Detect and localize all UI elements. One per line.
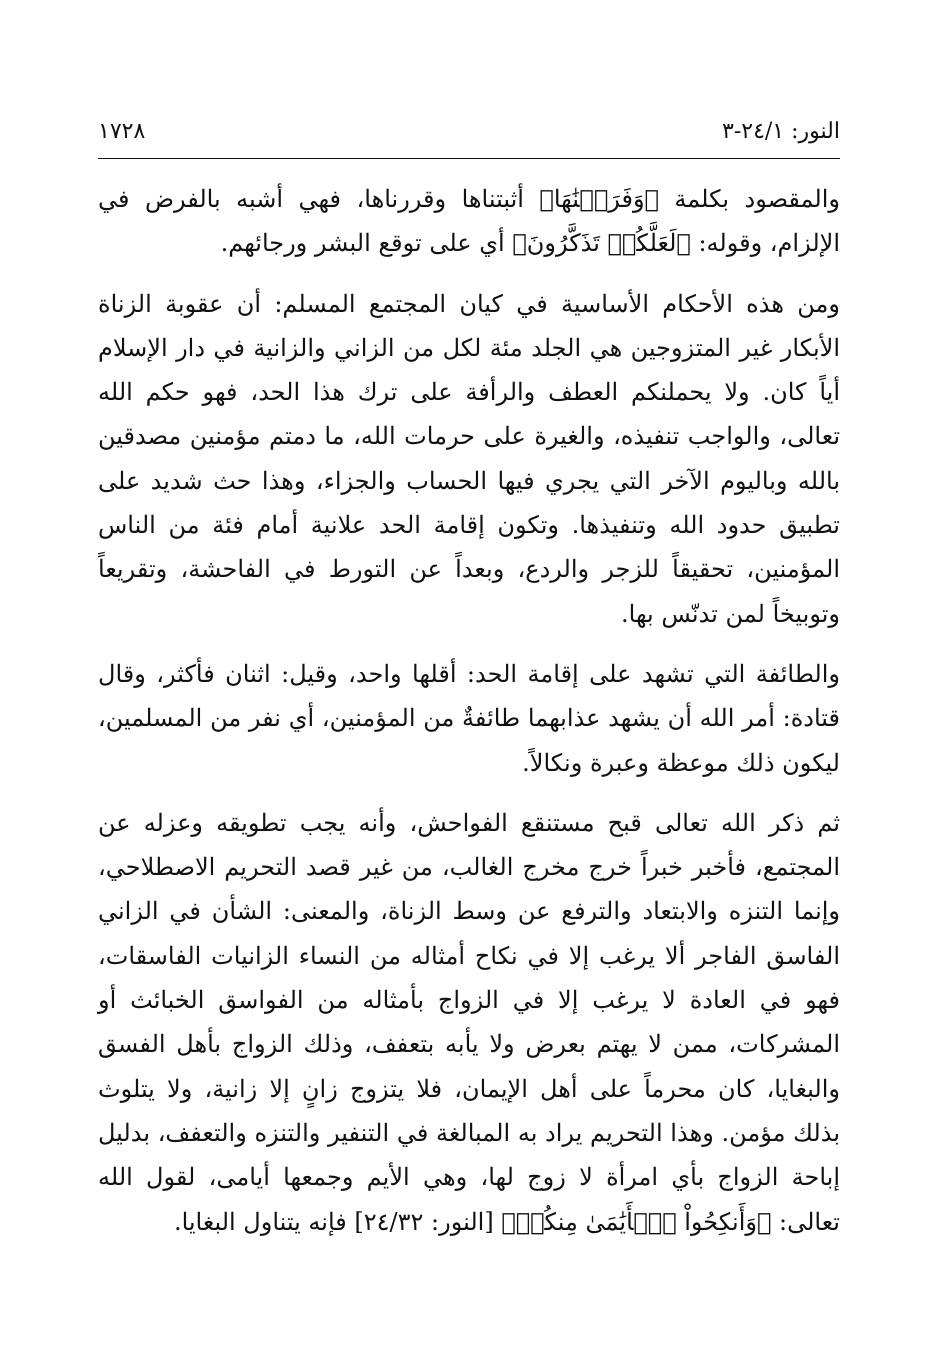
book-page [98,118,840,1328]
page-header [98,118,840,154]
paragraph-2: ومن هذه الأحكام الأساسية في كيان المجتمع المسلم: أن عقوبة الزناة الأبكار غير المتزوجين هي الجلد مئة لكل من الزاني والزانية في دار الإسلام أياً كان. ولا يحملنكم العطف والرأفة على ترك هذا الحد، فهو حكم الله تعالى، والواجب تنفيذه، والغيرة على حرمات الله، ما دمتم مؤمنين مصدقين بالله وباليوم الآخر التي يجري فيها الحساب والجزاء، وهذا حث شديد على تطبيق حدود الله وتنفيذها. وتكون إقامة الحد علانية أمام فئة من الناس المؤمنين، تحقيقاً للزجر والردع، وبعداً عن التورط في الفاحشة، وتقريعاً وتوبيخاً لمن تدنّس بها. [98,289,840,628]
header-rule [98,158,840,159]
chapter-reference: النور: ٢٤/١-٣ [722,119,840,144]
paragraph-1: والمقصود بكلمة ﴿وَفَرَضۡنَٰهَا﴾ أثبتناها وقررناها، فهي أشبه بالفرض في الإلزام، وقوله: ﴿لَعَلَّكُمۡ تَذَكَّرُونَ﴾ أي على توقع البشر ورجائهم. [98,185,840,258]
paragraph-4: ثم ذكر الله تعالى قبح مستنقع الفواحش، وأنه يجب تطويقه وعزله عن المجتمع، فأخبر خبراً خرج مخرج الغالب، من غير قصد التحريم الاصطلاحي، وإنما التنزه والابتعاد والترفع عن وسط الزناة، والمعنى: الشأن في الزاني الفاسق الفاجر ألا يرغب إلا في نكاح أمثاله من النساء الزانيات الفاسقات، فهو في العادة لا يرغب إلا في الزواج بأمثاله من الفواسق الخبائث أو المشركات، ممن لا يهتم بعرض ولا يأبه بتعفف، وذلك الزواج بأهل الفسق والبغايا، كان محرماً على أهل الإيمان، فلا يتزوج زانٍ إلا زانية، ولا يتلوث بذلك مؤمن. وهذا التحريم يراد به المبالغة في التنفير والتنزه والتعفف، بدليل إباحة الزواج بأي امرأة لا زوج لها، وهي الأيم وجمعها أيامى، لقول الله تعالى: ﴿وَأَنكِحُواْ ٱلۡأَيَٰمَىٰ مِنكُمۡ﴾ [النور: ٢٤/٣٢] فإنه يتناول البغايا. [98,808,840,1236]
page-number: ١٧٢٨ [98,119,146,144]
paragraph-3: والطائفة التي تشهد على إقامة الحد: أقلها واحد، وقيل: اثنان فأكثر، وقال قتادة: أمر الله أن يشهد عذابهما طائفةٌ من المؤمنين، أي نفر من المسلمين، ليكون ذلك موعظة وعبرة ونكالاً. [98,659,840,777]
